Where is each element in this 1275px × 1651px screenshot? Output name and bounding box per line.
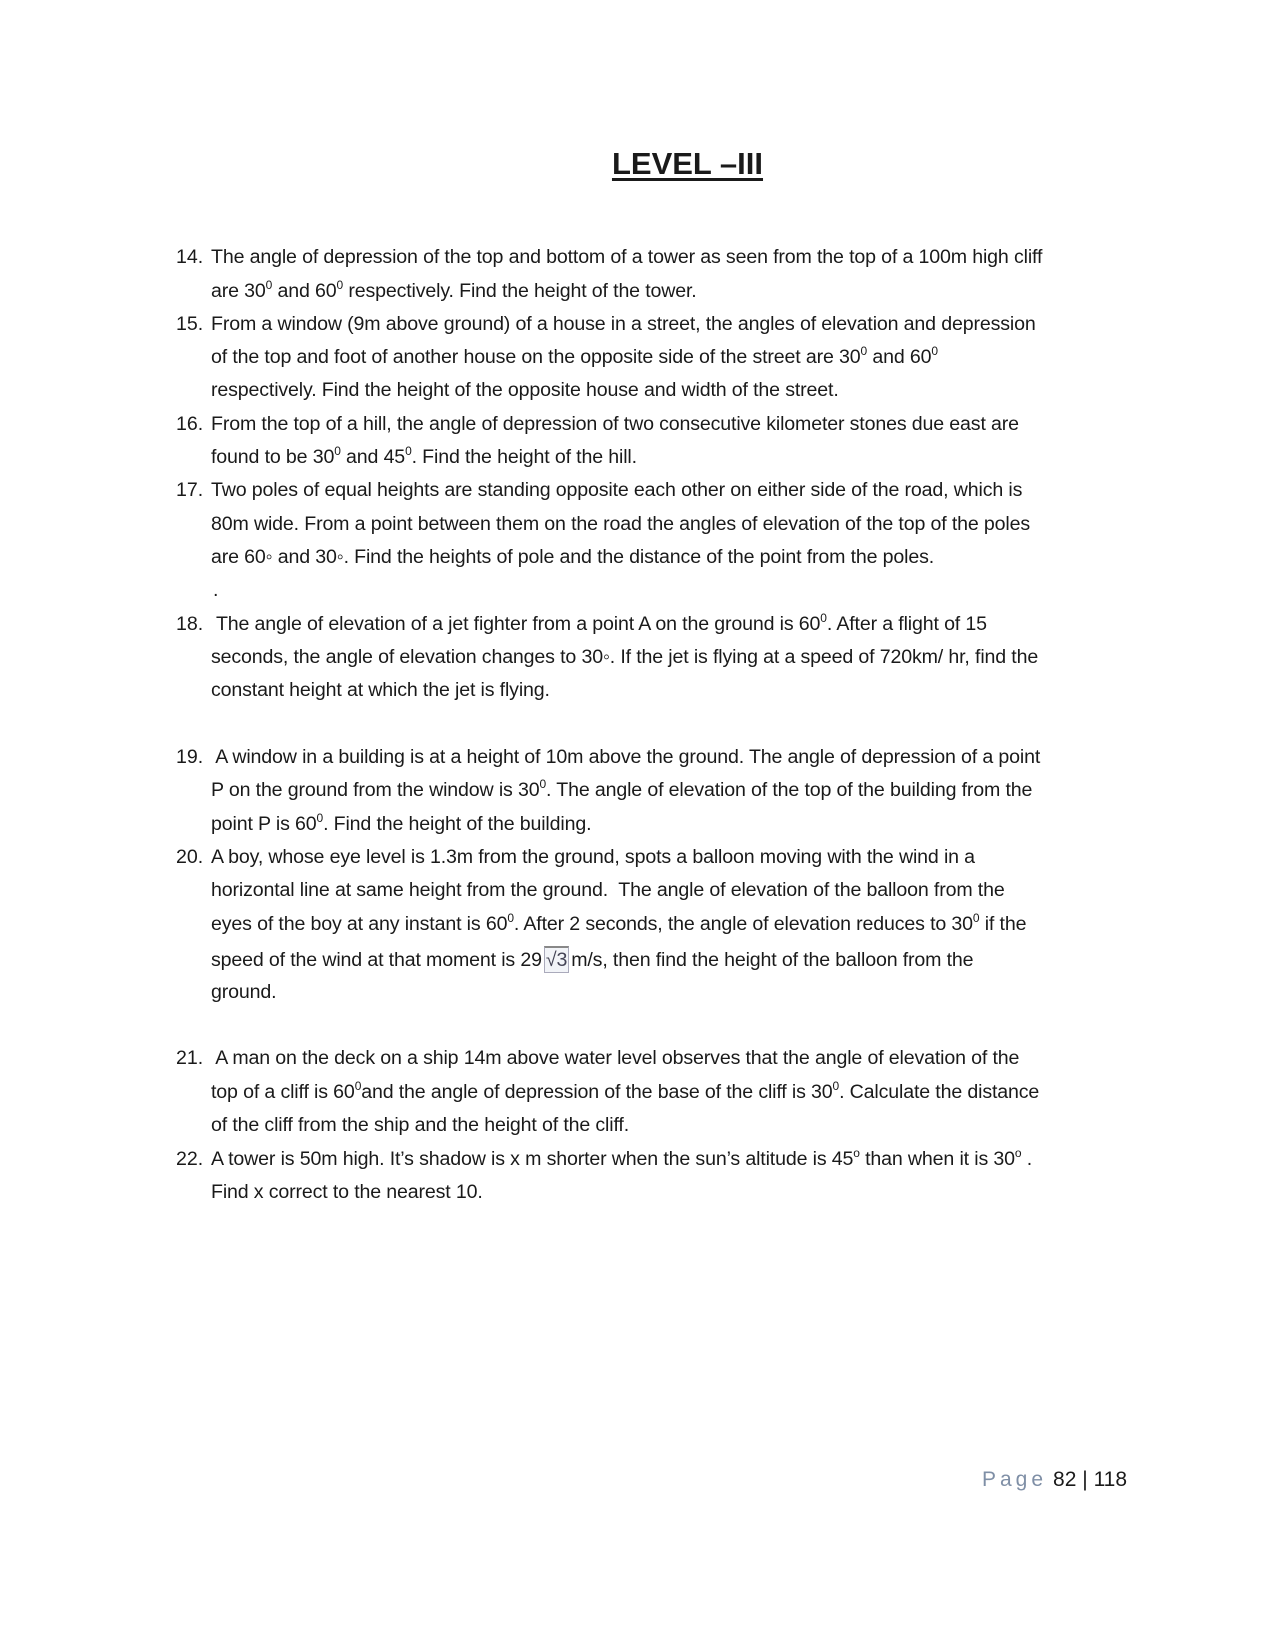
question-number: 15. [176,313,204,335]
text-segment: . Find the height of the building. [323,813,592,835]
question-text-line [211,1180,483,1204]
text-segment: respectively. Find the height of the tower. [343,280,697,302]
text-segment: A boy, whose eye level is 1.3m from the ground, spots a balloon moving with the wind in a [211,846,975,868]
text-segment: if the [979,913,1027,935]
question-text-line [211,279,697,303]
question-text-line [211,946,973,973]
question-text-line [211,545,934,569]
text-segment: respectively. Find the height of the opposite house and width of the street. [211,379,839,401]
superscript-degree: 0 [316,811,324,825]
text-segment: and 60 [272,280,337,302]
question-text-line [211,345,938,369]
text-segment: . After a flight of 15 [826,613,987,635]
text-segment: seconds, the angle of elevation changes to 30◦. If the jet is flying at a speed of 720km/ hr, find the [211,646,1039,668]
question-text-line [211,445,637,469]
superscript-degree: 0 [931,344,938,358]
question-text-line [211,378,839,402]
question-text-line [213,578,218,602]
text-segment: . The angle of elevation of the top of the building from the [546,779,1033,801]
question-text-line [211,645,1038,669]
superscript-degree: o [1014,1146,1022,1160]
text-segment: speed of the wind at that moment is 29 [211,949,542,971]
question-text-line [211,745,1040,769]
text-segment: constant height at which the jet is flying. [211,679,550,701]
superscript-degree: 0 [972,911,980,925]
text-segment: eyes of the boy at any instant is 60 [211,913,508,935]
page-title: LEVEL –III [611,146,764,181]
superscript-degree: 0 [832,1079,840,1093]
text-segment: of the top and foot of another house on the opposite side of the street are 30 [211,346,861,368]
question-text-line [211,845,975,869]
question-text-line [211,1046,1019,1070]
text-segment: . After 2 seconds, the angle of elevation reduces to 30 [513,913,973,935]
text-segment: and the angle of depression of the base of the cliff is 30 [361,1081,833,1103]
superscript-degree: 0 [860,344,868,358]
question-text-line [211,678,550,702]
superscript-degree: 0 [539,777,547,791]
superscript-degree: 0 [354,1079,362,1093]
question-text-line [211,1147,1032,1171]
question-text-line [211,312,1036,336]
text-segment: . Find the height of the hill. [411,446,637,468]
text-segment: are 60◦ and 30◦. Find the heights of pole and the distance of the point from the poles. [211,546,935,568]
page-total: 118 [1093,1468,1128,1491]
question-number: 19. [176,746,204,768]
text-segment: m/s, then find the height of the balloon from the [571,949,974,971]
text-segment: top of a cliff is 60 [211,1081,355,1103]
text-segment: . Calculate the distance [839,1081,1040,1103]
question-text-line [211,1080,1039,1104]
page-number: 82 [1053,1468,1077,1491]
text-segment: . [1021,1148,1033,1170]
question-number: 18. [176,613,204,635]
question-text-line [211,245,1042,269]
text-segment: ground. [211,981,277,1003]
text-segment: of the cliff from the ship and the height of the cliff. [211,1114,629,1136]
question-number: 20. [176,846,204,868]
question-number: 17. [176,479,204,501]
question-number: 22. [176,1148,204,1170]
text-segment: A man on the deck on a ship 14m above water level observes that the angle of elevation of the [211,1047,1020,1069]
question-text-line [211,612,987,636]
superscript-degree: 0 [265,278,273,292]
text-segment: horizontal line at same height from the ground. The angle of elevation of the balloon from the [211,879,1005,901]
question-text-line [211,412,1019,436]
page-separator: | [1082,1468,1088,1491]
superscript-degree: 0 [507,911,514,925]
text-segment: . [213,579,219,601]
text-segment: From a window (9m above ground) of a house in a street, the angles of elevation and depression [211,313,1036,335]
text-segment: and 45 [340,446,406,468]
text-segment: point P is 60 [211,813,317,835]
question-number: 14. [176,246,204,268]
sqrt-three-symbol: √3 [544,946,569,973]
question-text-line [211,912,1026,936]
text-segment: Two poles of equal heights are standing opposite each other on either side of the road, which is [211,479,1023,501]
question-text-line [211,878,1005,902]
superscript-degree: 0 [334,444,341,458]
question-number: 21. [176,1047,204,1069]
text-segment: P on the ground from the window is 30 [211,779,540,801]
text-segment: Find x correct to the nearest 10. [211,1181,483,1203]
text-segment: A window in a building is at a height of 10m above the ground. The angle of depression of a point [211,746,1041,768]
question-number: 16. [176,413,204,435]
superscript-degree: 0 [820,611,827,625]
page-footer [982,1468,1127,1492]
question-text-line [211,478,1022,502]
text-segment: The angle of elevation of a jet fighter from a point A on the ground is 60 [211,613,821,635]
page-label: Page [982,1468,1048,1491]
superscript-degree: 0 [405,444,412,458]
superscript-degree: 0 [336,278,344,292]
text-segment: are 30 [211,280,266,302]
text-segment: found to be 30 [211,446,335,468]
text-segment: From the top of a hill, the angle of depression of two consecutive kilometer stones due east are [211,413,1019,435]
question-text-line [211,980,276,1004]
text-segment: 80m wide. From a point between them on the road the angles of elevation of the top of the poles [211,513,1031,535]
text-segment: The angle of depression of the top and bottom of a tower as seen from the top of a 100m high cliff [211,246,1043,268]
superscript-degree: o [853,1146,860,1160]
text-segment: than when it is 30 [859,1148,1015,1170]
question-text-line [211,778,1032,802]
text-segment: and 60 [867,346,932,368]
question-text-line [211,812,591,836]
question-text-line [211,512,1030,536]
question-text-line [211,1113,629,1137]
text-segment: A tower is 50m high. It’s shadow is x m shorter when the sun’s altitude is 45 [211,1148,854,1170]
